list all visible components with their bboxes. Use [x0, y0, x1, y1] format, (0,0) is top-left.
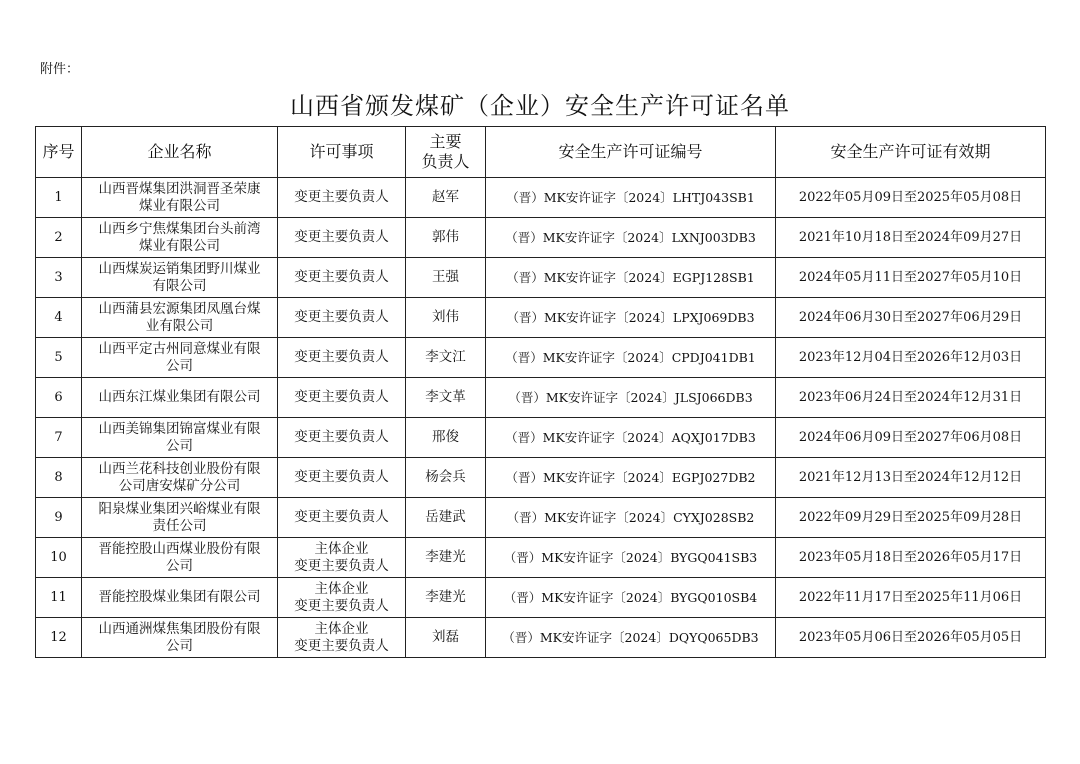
cell-validity: 2023年05月06日至2026年05月05日 — [776, 618, 1046, 658]
cell-item-line1: 变更主要负责人 — [294, 189, 389, 205]
header-seq: 序号 — [36, 127, 82, 178]
cell-person: 刘磊 — [406, 618, 486, 658]
table-row — [36, 338, 1046, 378]
cell-company-line1: 晋能控股山西煤业股份有限 — [98, 540, 261, 557]
cell-seq: 12 — [36, 618, 82, 658]
cell-item — [278, 298, 406, 338]
cell-item-line1: 主体企业 — [314, 620, 369, 637]
cell-person: 李文江 — [406, 338, 486, 378]
cell-company-line1: 山西蒲县宏源集团凤凰台煤 — [98, 300, 261, 317]
cell-seq: 4 — [36, 298, 82, 338]
cell-validity: 2022年05月09日至2025年05月08日 — [776, 178, 1046, 218]
cell-company — [82, 298, 278, 338]
table-row — [36, 298, 1046, 338]
cell-cert: （晋）MK安许证字〔2024〕LXNJ003DB3 — [486, 218, 776, 258]
cell-cert: （晋）MK安许证字〔2024〕BYGQ041SB3 — [486, 538, 776, 578]
cell-person: 郭伟 — [406, 218, 486, 258]
cell-item — [278, 338, 406, 378]
header-company: 企业名称 — [82, 127, 278, 178]
table-row — [36, 578, 1046, 618]
cell-validity: 2023年06月24日至2024年12月31日 — [776, 378, 1046, 418]
cell-item-line1: 主体企业 — [314, 580, 369, 597]
header-person — [406, 127, 486, 178]
cell-item-line1: 变更主要负责人 — [294, 389, 389, 405]
cell-company — [82, 378, 278, 418]
cell-seq: 2 — [36, 218, 82, 258]
cell-cert: （晋）MK安许证字〔2024〕BYGQ010SB4 — [486, 578, 776, 618]
cell-company-line2: 煤业有限公司 — [139, 237, 220, 254]
cell-seq: 8 — [36, 458, 82, 498]
cell-company-line2: 公司 — [166, 357, 193, 374]
cell-company-line1: 山西通洲煤焦集团股份有限 — [98, 620, 261, 637]
cell-item-line1: 变更主要负责人 — [294, 469, 389, 485]
header-person-line1: 主要 — [429, 132, 462, 151]
cell-cert: （晋）MK安许证字〔2024〕EGPJ128SB1 — [486, 258, 776, 298]
cell-cert: （晋）MK安许证字〔2024〕LHTJ043SB1 — [486, 178, 776, 218]
cell-item — [278, 458, 406, 498]
cell-company-line1: 山西乡宁焦煤集团台头前湾 — [98, 220, 261, 237]
attachment-label: 附件： — [40, 62, 80, 77]
cell-seq: 10 — [36, 538, 82, 578]
cell-item-line1: 变更主要负责人 — [294, 349, 389, 365]
cell-person: 赵军 — [406, 178, 486, 218]
cell-cert: （晋）MK安许证字〔2024〕CYXJ028SB2 — [486, 498, 776, 538]
cell-item — [278, 618, 406, 658]
cell-company-line2: 有限公司 — [152, 277, 207, 294]
cell-person: 岳建武 — [406, 498, 486, 538]
header-cert: 安全生产许可证编号 — [486, 127, 776, 178]
table-row — [36, 258, 1046, 298]
cell-company-line1: 山西晋煤集团洪洞晋圣荣康 — [98, 180, 261, 197]
cell-item-line1: 变更主要负责人 — [294, 229, 389, 245]
cell-company-line2: 责任公司 — [152, 517, 207, 534]
cell-company — [82, 178, 278, 218]
cell-item-line1: 变更主要负责人 — [294, 509, 389, 525]
cell-company-line1: 晋能控股煤业集团有限公司 — [98, 589, 261, 605]
cell-cert: （晋）MK安许证字〔2024〕CPDJ041DB1 — [486, 338, 776, 378]
cell-item-line2: 变更主要负责人 — [294, 557, 389, 574]
cell-seq: 7 — [36, 418, 82, 458]
table-row — [36, 458, 1046, 498]
license-table — [35, 126, 1046, 658]
cell-seq: 9 — [36, 498, 82, 538]
document-title: 山西省颁发煤矿（企业）安全生产许可证名单 — [290, 92, 790, 120]
cell-company — [82, 458, 278, 498]
cell-company — [82, 258, 278, 298]
cell-cert: （晋）MK安许证字〔2024〕JLSJ066DB3 — [486, 378, 776, 418]
cell-company-line1: 山西美锦集团锦富煤业有限 — [98, 420, 261, 437]
cell-seq: 3 — [36, 258, 82, 298]
cell-validity: 2023年12月04日至2026年12月03日 — [776, 338, 1046, 378]
cell-cert: （晋）MK安许证字〔2024〕DQYQ065DB3 — [486, 618, 776, 658]
cell-item — [278, 178, 406, 218]
cell-cert: （晋）MK安许证字〔2024〕EGPJ027DB2 — [486, 458, 776, 498]
cell-validity: 2023年05月18日至2026年05月17日 — [776, 538, 1046, 578]
cell-item — [278, 578, 406, 618]
cell-company — [82, 538, 278, 578]
cell-person: 李文革 — [406, 378, 486, 418]
cell-item — [278, 498, 406, 538]
cell-validity: 2024年06月09日至2027年06月08日 — [776, 418, 1046, 458]
cell-person: 邢俊 — [406, 418, 486, 458]
cell-item — [278, 378, 406, 418]
cell-cert: （晋）MK安许证字〔2024〕AQXJ017DB3 — [486, 418, 776, 458]
cell-validity: 2022年11月17日至2025年11月06日 — [776, 578, 1046, 618]
cell-company-line2: 业有限公司 — [145, 317, 214, 334]
cell-company-line2: 公司 — [166, 437, 193, 454]
cell-item-line1: 变更主要负责人 — [294, 269, 389, 285]
cell-company — [82, 498, 278, 538]
cell-seq: 1 — [36, 178, 82, 218]
cell-person: 李建光 — [406, 538, 486, 578]
cell-validity: 2021年10月18日至2024年09月27日 — [776, 218, 1046, 258]
cell-item-line1: 变更主要负责人 — [294, 309, 389, 325]
table-row — [36, 218, 1046, 258]
cell-item-line2: 变更主要负责人 — [294, 637, 389, 654]
header-item: 许可事项 — [278, 127, 406, 178]
cell-seq: 5 — [36, 338, 82, 378]
cell-company-line2: 公司唐安煤矿分公司 — [118, 477, 241, 494]
cell-item-line2: 变更主要负责人 — [294, 597, 389, 614]
table-row — [36, 378, 1046, 418]
cell-cert: （晋）MK安许证字〔2024〕LPXJ069DB3 — [486, 298, 776, 338]
header-validity: 安全生产许可证有效期 — [776, 127, 1046, 178]
cell-company-line1: 山西兰花科技创业股份有限 — [98, 460, 261, 477]
table-row — [36, 498, 1046, 538]
cell-item — [278, 218, 406, 258]
cell-company-line2: 煤业有限公司 — [139, 197, 220, 214]
table-row — [36, 178, 1046, 218]
cell-validity: 2024年05月11日至2027年05月10日 — [776, 258, 1046, 298]
cell-company-line2: 公司 — [166, 557, 193, 574]
cell-company — [82, 418, 278, 458]
cell-item-line1: 变更主要负责人 — [294, 429, 389, 445]
cell-company-line1: 阳泉煤业集团兴峪煤业有限 — [98, 500, 261, 517]
cell-item — [278, 538, 406, 578]
cell-company — [82, 578, 278, 618]
cell-seq: 11 — [36, 578, 82, 618]
table-row — [36, 538, 1046, 578]
cell-item-line1: 主体企业 — [314, 540, 369, 557]
cell-item — [278, 258, 406, 298]
cell-person: 王强 — [406, 258, 486, 298]
table-row — [36, 418, 1046, 458]
cell-validity: 2022年09月29日至2025年09月28日 — [776, 498, 1046, 538]
cell-validity: 2021年12月13日至2024年12月12日 — [776, 458, 1046, 498]
cell-company — [82, 338, 278, 378]
cell-company — [82, 618, 278, 658]
cell-company-line1: 山西东江煤业集团有限公司 — [98, 389, 261, 405]
cell-person: 李建光 — [406, 578, 486, 618]
cell-item — [278, 418, 406, 458]
cell-company-line2: 公司 — [166, 637, 193, 654]
cell-validity: 2024年06月30日至2027年06月29日 — [776, 298, 1046, 338]
cell-company-line1: 山西平定古州同意煤业有限 — [98, 340, 261, 357]
header-person-line2: 负责人 — [421, 152, 470, 171]
table-row — [36, 618, 1046, 658]
cell-person: 刘伟 — [406, 298, 486, 338]
cell-person: 杨会兵 — [406, 458, 486, 498]
cell-company-line1: 山西煤炭运销集团野川煤业 — [98, 260, 261, 277]
table-header-row — [36, 127, 1046, 178]
cell-company — [82, 218, 278, 258]
cell-seq: 6 — [36, 378, 82, 418]
